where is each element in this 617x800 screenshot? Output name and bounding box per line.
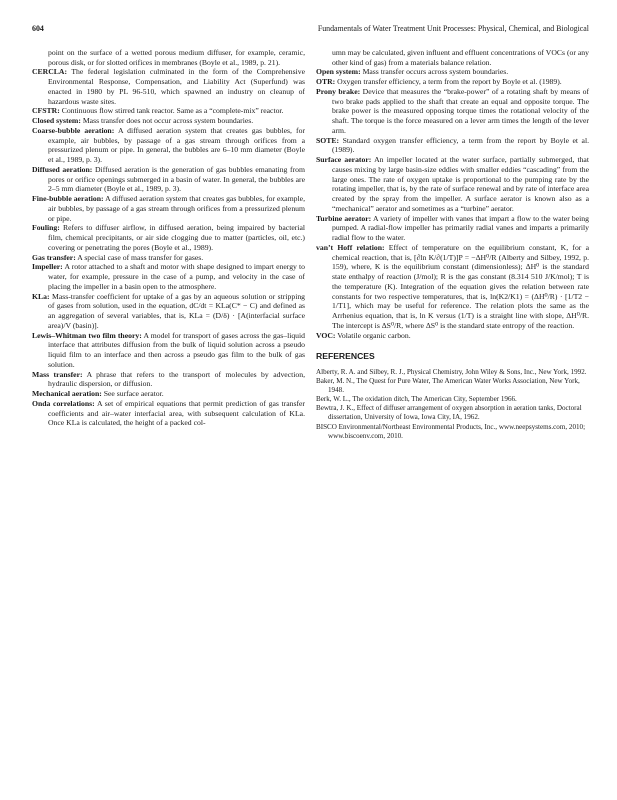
glossary-term: Coarse-bubble aeration: [32, 125, 115, 135]
glossary-term: Fine-bubble aeration: [32, 194, 104, 203]
glossary-term: Diffused aeration: [32, 164, 93, 174]
glossary-list [32, 67, 305, 428]
glossary-definition: A special case of mass transfer for gases. [77, 252, 204, 262]
glossary-definition: Device that measures the “brake-power” of a rotating shaft by means of two brake pads applied to the shaft that create an equal and opposite torque. The brake power is the measured opposing torque times the rotational velocity of the shaft. The torque is the force measured on a lever arm times the length of the lever arm. [332, 86, 590, 135]
glossary-term: van’t Hoff relation: [316, 242, 385, 252]
glossary-term: Turbine aerator: [316, 213, 372, 223]
glossary-term: Fouling: [32, 223, 60, 233]
glossary-entry [316, 155, 589, 214]
glossary-entry [32, 67, 305, 106]
glossary-entry [316, 331, 589, 341]
references-heading: REFERENCES [316, 351, 375, 362]
glossary-entry [32, 331, 305, 370]
glossary-entry [316, 243, 589, 331]
left-column [32, 48, 305, 441]
glossary-term: Prony brake: [316, 86, 361, 96]
reference-item: BISCO Environmental/Northeast Environmental Products, Inc., www.neepsystems.com, 2010; www.biscoenv.com, 2010. [316, 422, 586, 440]
page-number: 604 [32, 24, 44, 33]
glossary-term: Surface aerator: [316, 155, 372, 164]
body-columns [32, 48, 589, 441]
reference-item: Bewtra, J. K., Effect of diffuser arrangement of oxygen absorption in aeration tanks, Doctoral dissertation, University of Iowa, Iowa City, IA, 1962. [316, 404, 582, 422]
glossary-term: Mechanical aeration: [32, 389, 102, 398]
glossary-entry [32, 389, 305, 399]
glossary-definition: Continuous flow stirred tank reactor. Same as a “complete-mix” reactor. [61, 106, 284, 116]
glossary-definition: A diffused aeration system that creates gas bubbles, for example, air bubbles, by passage of a gas stream through orifices from a pressurized plenum or pipe. [48, 194, 305, 223]
glossary-entry [316, 136, 589, 156]
reference-item: Baker, M. N., The Quest for Pure Water, The American Water Works Association, New York, 1948. [316, 377, 580, 395]
glossary-definition: The federal legislation culminated in the form of the Comprehensive Environmental Response, Compensation, and Liability Act (Superfund) was enacted in 1980 by PL 96-510, which spawned an industry on cleanup of hazardous waste sites. [48, 67, 305, 106]
glossary-definition: Mass-transfer coefficient for uptake of a gas by an aqueous solution or stripping of gases from solution, used in the equation, dC/dt = KLa(C* − C) and defined as an aggregation of several variables, that is, KLa = (D/δ) · [A(interfacial surface area)/V (basin)]. [48, 291, 306, 330]
glossary-term: CERCLA: [32, 67, 68, 77]
glossary-term: OTR: [316, 77, 336, 86]
glossary-term: SOTE: [316, 135, 340, 145]
glossary-definition: Refers to diffuser airflow, in diffused aeration, being impaired by bacterial film, chemical precipitants, or air side clogging due to matter (particles, oil, etc.) covering or penetrating the pores (Boyle et al., 1989). [48, 223, 305, 252]
glossary-definition: A variety of impeller with vanes that impart a flow to the water being pumped. A radial-flow impeller has primarily radial vanes and imparts a primarily radial flow to the water. [332, 213, 589, 242]
glossary-definition: A set of empirical equations that permit prediction of gas transfer coefficients and air–water interfacial area, with subsequent calculation of KLa. Once KLa is calculated, the height of a packed col- [48, 398, 305, 428]
glossary-entry [316, 87, 589, 136]
glossary-term: Impeller: [32, 262, 63, 272]
glossary-definition: Volatile organic carbon. [337, 330, 411, 340]
continuation-text: umn may be calculated, given influent and effluent concentrations of VOCs (or any other kind of gas) from a materials balance relation. [332, 47, 589, 67]
references-list [316, 368, 589, 441]
glossary-entry [316, 67, 589, 77]
glossary-term: Lewis–Whitman two film theory: [32, 330, 142, 340]
glossary-entry [32, 399, 305, 428]
running-header [32, 24, 589, 34]
glossary-entry [32, 106, 305, 116]
glossary-entry [32, 262, 305, 291]
glossary-term: CFSTR: [32, 106, 60, 116]
glossary-term: Closed system: [32, 116, 81, 125]
glossary-entry [32, 292, 305, 331]
glossary-term: VOC: [316, 330, 336, 340]
glossary-definition: Mass transfer does not occur across system boundaries. [82, 116, 254, 125]
glossary-entry [32, 253, 305, 263]
glossary-entry [32, 370, 305, 390]
reference-item: Alberty, R. A. and Silbey, R. J., Physical Chemistry, John Wiley & Sons, Inc., New York, 1992. [316, 368, 587, 376]
glossary-term: Mass transfer: [32, 369, 83, 379]
glossary-definition: Standard oxygen transfer efficiency, a term from the report by Boyle et al. (1989). [332, 135, 590, 155]
reference-item: Berk, W. L., The oxidation ditch, The American City, September 1966. [316, 395, 517, 404]
glossary-definition: Effect of temperature on the equilibrium constant, K, for a chemical reaction, that is, [∂ln K/∂(1/T)]P = −ΔH⁰/R (Alberty and Silbey, 1992, p. 159), where, K is the equilibrium constant (dimensionless); ΔH⁰ is the standard state enthalpy of reaction (J/mol); R is the gas constant (8.314 510 J/K/mol); T is the temperature (K). Integration of the equation gives the relation between rate constants for two respective temperatures, that is, ln(K2/K1) = (ΔH⁰/R) · [1/T2 − 1/T1], which may be useful for reference. The relation plots the same as the Arrhenius equation, that is, ln K versus (1/T) is a straight line with slope, ΔH⁰/R. The intercept is ΔS⁰/R, where ΔS⁰ is the standard state entropy of the reaction. [332, 242, 590, 330]
right-column [316, 48, 589, 441]
glossary-definition: A phrase that refers to the transport of molecules by advection, hydraulic dispersion, or diffusion. [48, 369, 305, 389]
glossary-list [316, 67, 589, 340]
glossary-entry [32, 126, 305, 165]
glossary-definition: A rotor attached to a shaft and motor with shape designed to impart energy to water, for example, pressure in the case of a pump, and velocity in the case of placing the impeller in a basin open to the atmosphere. [48, 262, 305, 291]
glossary-definition: A diffused aeration system that creates gas bubbles, for example, air bubbles, by passage of a gas stream through orifices from a pressurized plenum or pipe. In general, the bubbles are 6–10 mm diameter (Boyle et al., 1989, p. 3). [48, 125, 306, 164]
glossary-entry [32, 116, 305, 126]
glossary-entry [32, 223, 305, 252]
glossary-entry [316, 214, 589, 243]
glossary-entry [32, 165, 305, 194]
glossary-definition: Mass transfer occurs across system boundaries. [362, 67, 509, 77]
glossary-definition: Oxygen transfer efficiency, a term from the report by Boyle et al. (1989). [337, 77, 562, 86]
glossary-term: Open system: [316, 67, 361, 77]
continuation-text: point on the surface of a wetted porous medium diffuser, for example, ceramic, porous disk, or for slotted orifices in membranes (Boyle et al., 1989, p. 21). [48, 47, 305, 67]
glossary-definition: Diffused aeration is the generation of gas bubbles emanating from pores or orifice openings submerged in a basin of water. In general, the bubbles are 2–5 mm diameter (Boyle et al., 1989, p. 3). [48, 164, 306, 194]
glossary-definition: A model for transport of gases across the gas–liquid interface that attributes diffusion from the bulk of liquid solution across a pseudo liquid film to an interface and then across a pseudo gas film to the bulk of gas solution. [48, 330, 306, 369]
glossary-term: Gas transfer: [32, 252, 76, 262]
glossary-term: Onda correlations: [32, 398, 95, 408]
glossary-entry [316, 77, 589, 87]
glossary-definition: An impeller located at the water surface, partially submerged, that causes mixing by large basin-size eddies with smaller eddies “cascading” from the large ones. The rate of oxygen uptake is proportional to the pumping rate by the rotating impeller, that is, by the rate of surface renewal and by rate of interface area created by the spray from the impeller. A surface aerator is known also as a “mechanical” aerator and sometimes as a “turbine” aerator. [332, 155, 589, 213]
glossary-entry [32, 194, 305, 223]
glossary-definition: See surface aerator. [103, 389, 164, 398]
running-title: Fundamentals of Water Treatment Unit Processes: Physical, Chemical, and Biological [317, 24, 589, 33]
glossary-term: KLa: [32, 291, 50, 301]
